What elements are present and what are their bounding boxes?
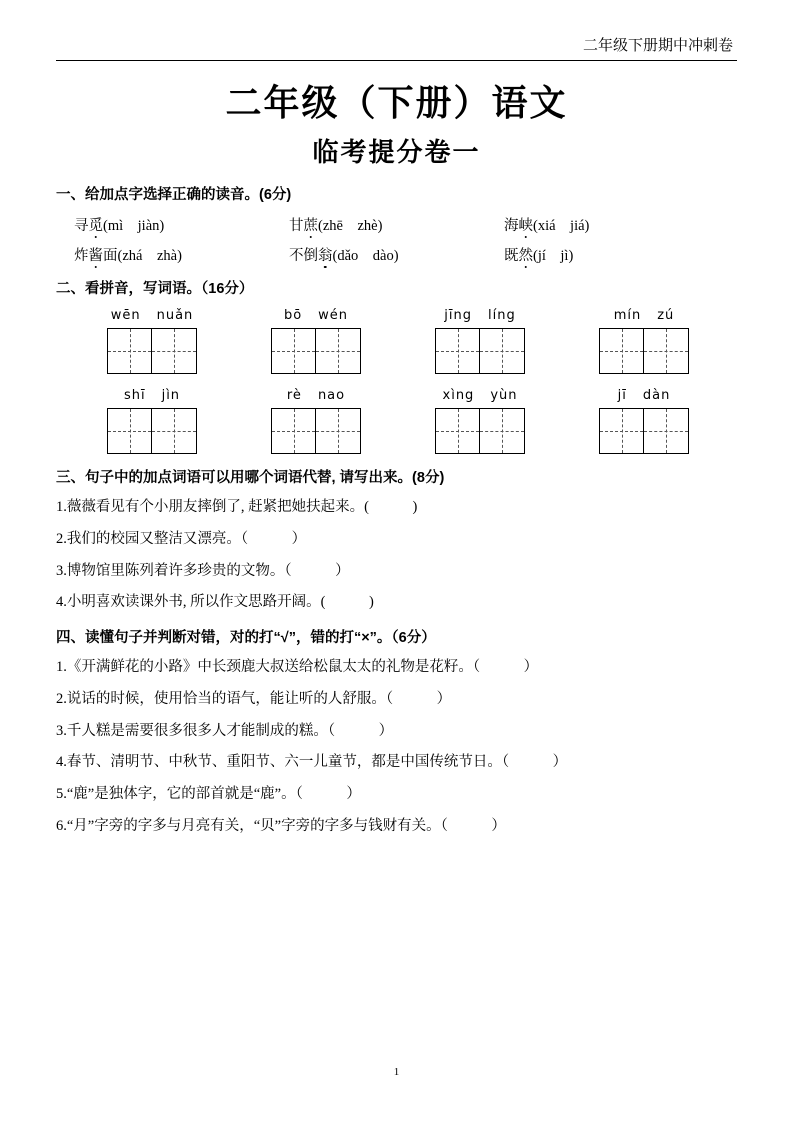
pinyin-label: mín zú [613, 308, 675, 323]
question-item[interactable]: 3.千人糕是需要很多很多人才能制成的糕。（ ） [56, 722, 394, 739]
page-number: 1 [393, 1066, 400, 1078]
pinyin-label: jīng líng [444, 308, 516, 323]
pronunciation-item [289, 214, 504, 235]
pronunciation-item [504, 214, 704, 235]
pinyin-grid-item [70, 388, 234, 454]
pinyin-grid-item [70, 308, 234, 374]
dotted-char: 峡 [519, 214, 534, 235]
pinyin-label: jī dàn [617, 388, 671, 403]
word-prefix: 不倒 [289, 248, 318, 264]
question-item[interactable]: 5.“鹿”是独体字，它的部首就是“鹿”。（ ） [56, 786, 361, 802]
answer-box[interactable] [271, 328, 361, 374]
section-heading-1: 一、给加点字选择正确的读音。(6分) [56, 187, 292, 203]
pinyin-grid-item [562, 308, 726, 374]
page-title: 二年级（下册）语文 [225, 83, 568, 123]
pronunciation-item [74, 214, 289, 235]
section-heading-3: 三、句子中的加点词语可以用哪个词语代替, 请写出来。(8分) [56, 470, 445, 486]
question-item[interactable]: 4.春节、清明节、中秋节、重阳节、六一儿童节，都是中国传统节日。（ ） [56, 754, 568, 771]
pronunciation-item [74, 244, 289, 265]
pinyin-grid-row [56, 308, 737, 374]
answer-box[interactable] [107, 328, 197, 374]
header-divider [56, 60, 737, 61]
pinyin-label: bō wén [283, 308, 349, 323]
pronunciation-row [74, 244, 737, 265]
word-prefix: 既 [504, 248, 519, 264]
pinyin-options[interactable]: (jí jì) [533, 248, 574, 264]
pinyin-grid-item [398, 308, 562, 374]
pinyin-label: wēn nuǎn [110, 308, 194, 323]
pronunciation-item [504, 244, 704, 265]
pinyin-options[interactable]: (xiá jiá) [533, 218, 590, 234]
dotted-char: 蔗 [304, 214, 319, 235]
word-suffix: 面 [103, 248, 118, 264]
running-head: 二年级下册期中冲刺卷 [582, 38, 733, 54]
word-prefix: 寻 [74, 218, 89, 234]
dotted-char: 翁 [318, 244, 333, 265]
word-prefix: 海 [504, 218, 519, 234]
page-subtitle: 临考提分卷一 [312, 138, 481, 167]
question-item[interactable]: 2.说话的时候，使用恰当的语气，能让听的人舒服。（ ） [56, 690, 452, 707]
word-prefix: 炸 [74, 248, 89, 264]
section-heading-4: 四、读懂句子并判断对错，对的打“√”，错的打“×”。（6分） [56, 630, 436, 646]
pinyin-grid-item [562, 388, 726, 454]
question-item[interactable]: 1.薇薇看见有个小朋友摔倒了, 赶紧把她扶起来。( ) [56, 499, 418, 515]
pinyin-grid-item [398, 388, 562, 454]
section-heading-2: 二、看拼音，写词语。（16分） [56, 281, 254, 297]
pinyin-grid-item [234, 308, 398, 374]
word-prefix: 甘 [289, 218, 304, 234]
dotted-char: 觅 [89, 214, 104, 235]
question-item[interactable]: 1.《开满鲜花的小路》中长颈鹿大叔送给松鼠太太的礼物是花籽。（ ） [56, 659, 539, 675]
pinyin-label: xìng yùn [442, 388, 518, 403]
question-item[interactable]: 3.博物馆里陈列着许多珍贵的文物。（ ） [56, 562, 350, 579]
answer-box[interactable] [107, 408, 197, 454]
answer-box[interactable] [599, 328, 689, 374]
pinyin-grid-item [234, 388, 398, 454]
question-item[interactable]: 6.“月”字旁的字多与月亮有关，“贝”字旁的字多与钱财有关。（ ） [56, 817, 506, 834]
pinyin-label: rè nao [286, 388, 346, 403]
answer-box[interactable] [435, 328, 525, 374]
question-item[interactable]: 4.小明喜欢读课外书, 所以作文思路开阔。( ) [56, 594, 374, 611]
dotted-char: 酱 [89, 244, 104, 265]
pronunciation-row [74, 214, 737, 235]
answer-box[interactable] [599, 408, 689, 454]
pinyin-options[interactable]: (zhē zhè) [318, 218, 383, 234]
pinyin-options[interactable]: (dǎo dào) [332, 248, 399, 264]
question-item[interactable]: 2.我们的校园又整洁又漂亮。（ ） [56, 530, 307, 547]
pinyin-label: shī jìn [123, 388, 181, 403]
pinyin-options[interactable]: (zhá zhà) [117, 248, 182, 264]
pinyin-writing-grid [56, 308, 737, 454]
pinyin-grid-row [56, 388, 737, 454]
pinyin-options[interactable]: (mì jiàn) [103, 218, 165, 234]
answer-box[interactable] [271, 408, 361, 454]
pronunciation-item [289, 244, 504, 265]
dotted-char: 然 [519, 244, 534, 265]
answer-box[interactable] [435, 408, 525, 454]
